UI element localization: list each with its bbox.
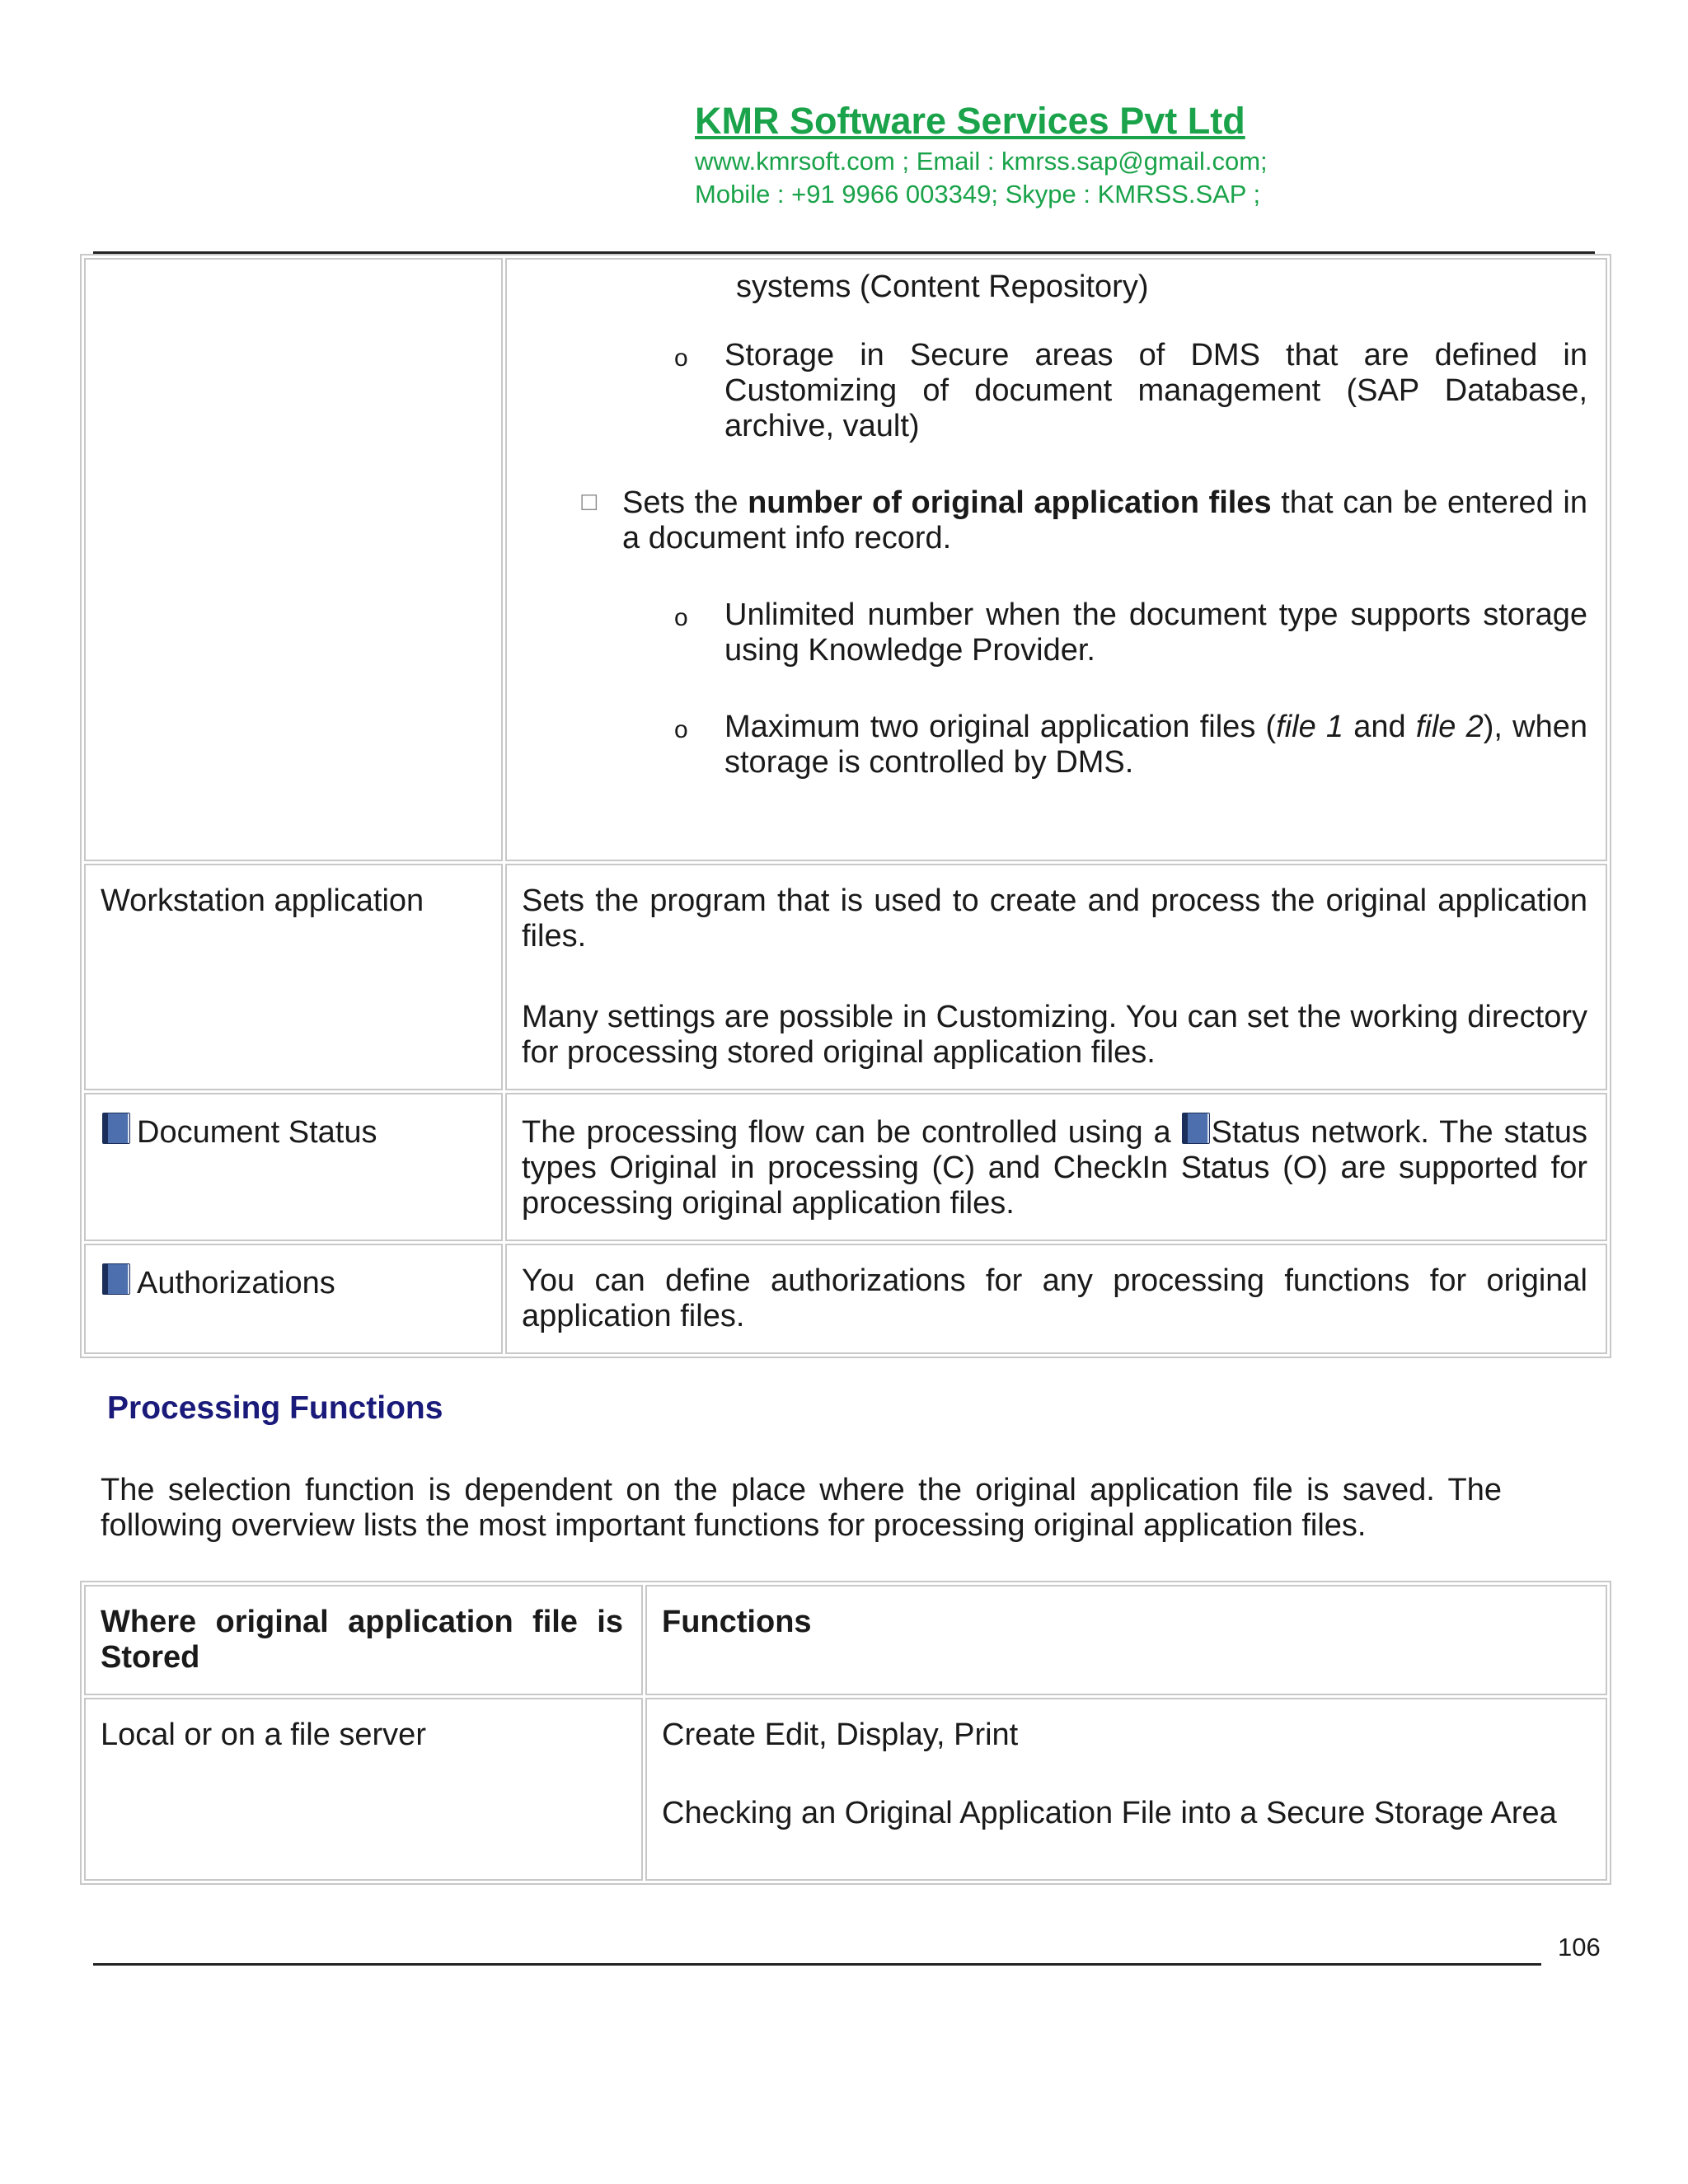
page-number: 106 [1558, 1933, 1601, 1961]
circle-bullet-icon: o [674, 716, 688, 743]
list-item: ☐ Sets the number of original application files that can be entered in a document info record. [579, 485, 1588, 555]
list-item: o Maximum two original application files (file 1 and file 2), when storage is controlled by DMS. [674, 710, 1587, 780]
continued-text: systems (Content Repository) [736, 269, 1149, 304]
table-cell: Create Edit, Display, Print Checking an Original Application File into a Secure Storage Area [645, 1698, 1607, 1881]
table-row [84, 1093, 1607, 1241]
column-header: Where original application file is Stored [84, 1585, 643, 1695]
section-title: Processing Functions [107, 1390, 443, 1426]
row-description: You can define authorizations for any processing functions for original application files. [505, 1244, 1607, 1354]
table-row [84, 1698, 1607, 1881]
row-description: The processing flow can be controlled using a Status network. The status types Original in processing (C) and CheckIn Status (O) are supported for processing original application files. [505, 1093, 1607, 1241]
column-header: Functions [645, 1585, 1607, 1695]
table-row [84, 1244, 1607, 1354]
book-icon [102, 1263, 130, 1295]
contact-line-phone-skype: Mobile : +91 9966 003349; Skype : KMRSS.SAP ; [695, 180, 1261, 209]
contact-line-web-email: www.kmrsoft.com ; Email : kmrss.sap@gmail.com; [695, 147, 1268, 176]
functions-table [80, 1581, 1611, 1885]
row-label: Workstation application [84, 864, 503, 1090]
row-label: Document Status [84, 1093, 503, 1241]
row-description: Sets the program that is used to create and process the original application files. Many settings are possible in Customizing. You can set the working directory for processing stored original application files. [505, 864, 1607, 1090]
table-cell: Local or on a file server [84, 1698, 643, 1881]
footer-divider [93, 1963, 1541, 1966]
square-bullet-icon: ☐ [579, 490, 599, 515]
row-label: Authorizations [84, 1244, 503, 1354]
table-header-row [84, 1585, 1607, 1695]
list-item: o Unlimited number when the document type supports storage using Knowledge Provider. [674, 598, 1587, 668]
emphasis-text: number of original application files [748, 485, 1272, 520]
book-icon [1182, 1113, 1210, 1144]
settings-table [80, 254, 1611, 1358]
circle-bullet-icon: o [674, 604, 688, 631]
table-row [84, 864, 1607, 1090]
letterhead [695, 97, 1519, 211]
row-description [505, 258, 1607, 861]
row-label-empty [84, 258, 503, 861]
company-name: KMR Software Services Pvt Ltd [695, 100, 1245, 142]
circle-bullet-icon: o [674, 344, 688, 372]
table-row [84, 258, 1607, 861]
book-icon [102, 1113, 130, 1144]
section-intro: The selection function is dependent on the place where the original application file is saved. The following overview lists the most important functions for processing original application files. [101, 1473, 1502, 1543]
list-item: o Storage in Secure areas of DMS that are defined in Customizing of document management (SAP Database, archive, vault) [674, 338, 1587, 443]
